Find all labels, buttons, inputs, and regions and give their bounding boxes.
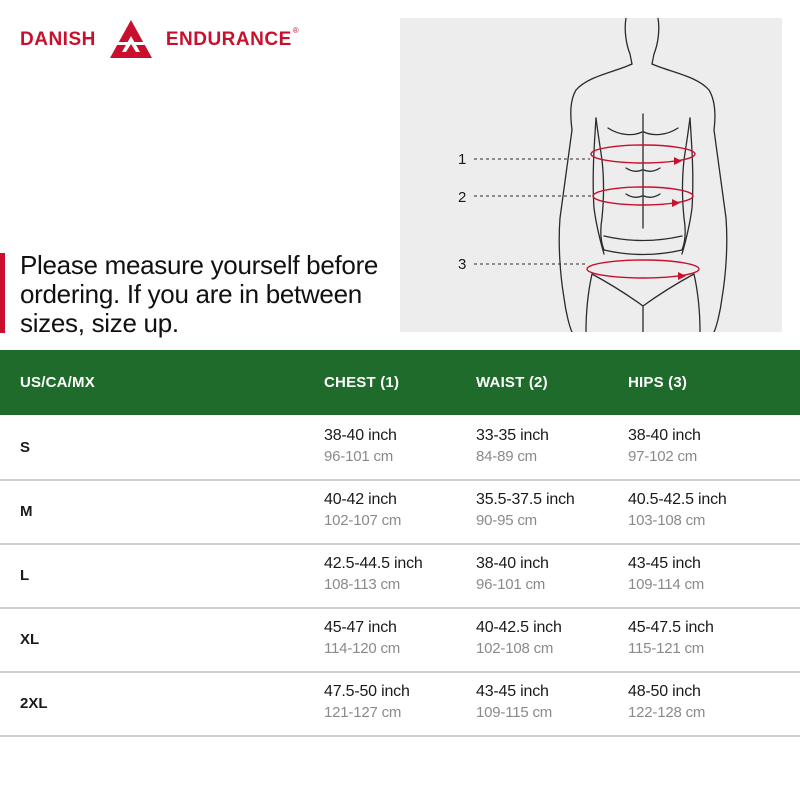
size-label: 2XL — [20, 695, 48, 712]
chest-value: 40-42 inch 102-107 cm — [324, 491, 402, 529]
waist-value: 40-42.5 inch 102-108 cm — [476, 619, 562, 657]
size-label: XL — [20, 631, 40, 648]
chest-value: 47.5-50 inch 121-127 cm — [324, 683, 410, 721]
intro-accent-bar — [0, 253, 5, 333]
marker-1: 1 — [458, 151, 467, 168]
header-chest: CHEST (1) — [324, 374, 400, 391]
hips-value: 43-45 inch 109-114 cm — [628, 555, 705, 593]
brand-name-left: DANISH — [20, 29, 96, 50]
chest-value: 42.5-44.5 inch 108-113 cm — [324, 555, 423, 593]
waist-value: 43-45 inch 109-115 cm — [476, 683, 553, 721]
waist-value: 35.5-37.5 inch 90-95 cm — [476, 491, 575, 529]
waist-value: 38-40 inch 96-101 cm — [476, 555, 549, 593]
chest-value: 45-47 inch 114-120 cm — [324, 619, 401, 657]
table-row — [0, 673, 800, 737]
trademark-mark: ® — [292, 26, 299, 35]
marker-3: 3 — [458, 256, 467, 273]
mountain-logo-icon — [100, 18, 162, 62]
brand-logo — [20, 18, 299, 62]
brand-name-right: ENDURANCE — [165, 29, 292, 50]
table-row — [0, 417, 800, 481]
header-waist: WAIST (2) — [476, 374, 548, 391]
table-row — [0, 481, 800, 545]
measurement-figure — [400, 18, 782, 332]
hips-value: 45-47.5 inch 115-121 cm — [628, 619, 714, 657]
marker-2: 2 — [458, 189, 467, 206]
intro-text: Please measure yourself before ordering. If you are in between sizes, size up. — [20, 250, 379, 338]
header-hips: HIPS (3) — [628, 374, 688, 391]
table-row — [0, 545, 800, 609]
hips-value: 38-40 inch 97-102 cm — [628, 427, 701, 465]
size-label: M — [20, 503, 33, 520]
size-label: L — [20, 567, 30, 584]
body-measurement-figure-icon — [400, 18, 782, 332]
waist-value: 33-35 inch 84-89 cm — [476, 427, 549, 465]
table-row — [0, 609, 800, 673]
hips-value: 40.5-42.5 inch 103-108 cm — [628, 491, 727, 529]
header-size: US/CA/MX — [20, 374, 95, 391]
size-label: S — [20, 439, 31, 456]
hips-value: 48-50 inch 122-128 cm — [628, 683, 706, 721]
size-table-header — [0, 350, 800, 415]
chest-value: 38-40 inch 96-101 cm — [324, 427, 397, 465]
